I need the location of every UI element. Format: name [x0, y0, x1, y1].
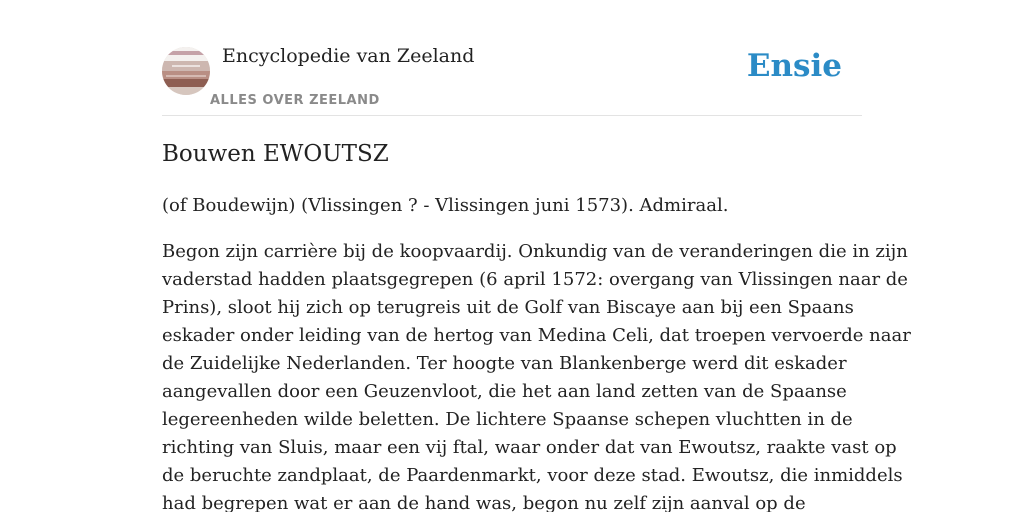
- body-line: de beruchte zandplaat, de Paardenmarkt, voor deze stad. Ewoutsz, die inmiddels: [162, 465, 903, 486]
- body-line: eskader onder leiding van de hertog van Medina Celi, dat troepen vervoerde naar: [162, 325, 911, 346]
- article-lead: (of Boudewijn) (Vlissingen ? - Vlissingen juni 1573). Admiraal.: [162, 195, 729, 216]
- body-line: Prins), sloot hij zich op terugreis uit de Golf van Biscaye aan bij een Spaans: [162, 297, 854, 318]
- avatar-image: [162, 47, 210, 95]
- site-avatar[interactable]: [162, 47, 210, 95]
- body-line: aangevallen door een Geuzenvloot, die het aan land zetten van de Spaanse: [162, 381, 847, 402]
- body-line: richting van Sluis, maar een vij ftal, waar onder dat van Ewoutsz, raakte vast op: [162, 437, 897, 458]
- article: [162, 138, 911, 512]
- site-subtitle: ALLES OVER ZEELAND: [210, 93, 380, 108]
- body-line: Begon zijn carrière bij de koopvaardij. Onkundig van de veranderingen die in zijn: [162, 241, 908, 262]
- site-header: [162, 0, 862, 116]
- body-line: had begrepen wat er aan de hand was, begon nu zelf zijn aanval op de: [162, 493, 806, 512]
- body-line: vaderstad hadden plaatsgegrepen (6 april 1572: overgang van Vlissingen naar de: [162, 269, 908, 290]
- body-line: legereenheden wilde beletten. De lichtere Spaanse schepen vluchtten in de: [162, 409, 853, 430]
- body-line: de Zuidelijke Nederlanden. Ter hoogte van Blankenberge werd dit eskader: [162, 353, 847, 374]
- site-title[interactable]: Encyclopedie van Zeeland: [222, 45, 475, 67]
- article-body: [162, 238, 911, 512]
- brand-logo[interactable]: Ensie: [746, 48, 842, 84]
- article-title: Bouwen EWOUTSZ: [162, 141, 389, 167]
